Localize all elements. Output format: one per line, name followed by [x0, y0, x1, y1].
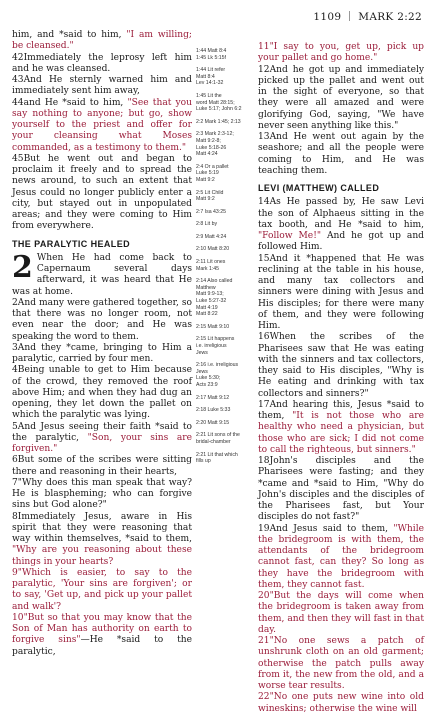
words-of-jesus-text: 10"But so that you may know that the Son of Man has authority on earth to forgive sins": [12, 612, 192, 646]
section-heading: LEVI (MATTHEW) CALLED: [258, 183, 380, 193]
verse-text: 44and He *said to him,: [12, 97, 128, 108]
verse-text: When He had come back to Capernaum several days afterward, it was heard that He was at home.: [12, 252, 192, 297]
cross-reference-note: 2:21 Lit sons of the bridal-chamber: [196, 432, 240, 445]
verse-paragraph: [258, 400, 424, 456]
cross-reference-note: 2:20 Matt 9:15: [196, 419, 230, 426]
verse-text: 43And He sternly warned him and immediately sent him away,: [12, 75, 192, 97]
verse-paragraph: [12, 512, 192, 568]
verse-paragraph: [258, 636, 424, 692]
cross-reference-note: 2:15 Lit happens i.e. irreligious Jews: [196, 336, 235, 356]
cross-reference-note: 1:45 Lit the word Matt 28:15; Luke 5:17; John 6:2: [196, 92, 242, 113]
verse-paragraph: [12, 75, 192, 98]
verse-paragraph: [258, 456, 424, 524]
verse-paragraph: [12, 613, 192, 658]
cross-reference-note: 2:21 Lit that which fills up: [196, 451, 238, 465]
right-text-column: [258, 42, 424, 715]
section-heading: THE PARALYTIC HEALED: [12, 238, 131, 249]
verse-paragraph: [12, 298, 192, 343]
words-of-jesus-text: 20"But the days will come when the bridegroom is taken away from them, and then they will fast in that day.: [258, 591, 424, 635]
verse-paragraph: [258, 692, 424, 715]
verse-text: 14As He passed by, He saw Levi the son of Alphaeus sitting in the tax booth, and He *said to him,: [258, 197, 424, 230]
verse-text: 7"Why does this man speak that way? He is blaspheming; who can forgive sins but God alone?": [12, 477, 192, 511]
words-of-jesus-text: 9"Which is easier, to say to the paralytic, 'Your sins are forgiven'; or to say, 'Get up, and pick up your pallet and walk'?: [12, 567, 192, 612]
cross-reference-note: 2:4 Or a pallet Luke 5:19 Matt 9:2: [196, 163, 229, 183]
chapter-number: 2: [12, 249, 33, 285]
cross-reference-note: 2:7 Isa 43:25: [196, 208, 226, 215]
cross-reference-note: 2:16 i.e. irreligious Jews Luke 5:30; Acts 23:9: [196, 362, 239, 388]
cross-reference-note: 2:8 Lit by: [196, 221, 218, 228]
verse-paragraph: [12, 249, 192, 298]
verse-paragraph: [258, 254, 424, 333]
words-of-jesus-text: "I am willing; be cleansed.": [12, 30, 192, 52]
cross-reference-note: 1:44 Lit refer Matt 8:4 Lev 14:1-32: [196, 67, 226, 87]
verse-paragraph: [258, 42, 424, 65]
cross-reference-note: 1:44 Matt 8:4 1:45 Lk 5:15f: [196, 48, 227, 61]
verse-paragraph: [12, 422, 192, 456]
verse-paragraph: [12, 365, 192, 421]
words-of-jesus-text: "While the bridegroom is with them, the attendants of the bridegroom cannot fast, can they? So long as they have the bridegroom with them, they cannot fast.: [258, 523, 424, 590]
verse-paragraph: [12, 53, 192, 76]
cross-reference-note: 2:2 Mark 1:45; 2:13: [196, 118, 241, 125]
cross-reference-note: 2:9 Matt 4:24: [196, 233, 227, 240]
verse-text: 18John's disciples and the Pharisees were fasting; and they *came and *said to Him, "Why do John's disciples and the disciples of the Pharisees fast, but Your disciples do not fast?": [258, 456, 424, 523]
cross-reference-note: 2:10 Matt 8:20: [196, 246, 230, 253]
cross-reference-note: 2:15 Matt 9:10: [196, 323, 230, 330]
verse-text: him, and: [12, 30, 60, 40]
header-divider: [349, 11, 350, 21]
verse-text: 3And they *came, bringing to Him a paralytic, carried by four men.: [12, 342, 192, 364]
verse-text: And he got up and followed Him.: [258, 231, 424, 253]
words-of-jesus-text: "It is not those who are healthy who need a physician, but those who are sick; I did not come to call the righteous, but sinners.": [258, 411, 424, 455]
verse-paragraph: [12, 343, 192, 366]
words-of-jesus-text: 22"No one puts new wine into old wineskins; otherwise the wine will: [258, 692, 424, 714]
words-of-jesus-text: "Follow Me!": [258, 231, 322, 241]
verse-text: 19And Jesus said to them,: [258, 523, 394, 534]
verse-text: 6But some of the scribes were sitting there and reasoning in their hearts,: [12, 455, 192, 477]
verse-text: 4Being unable to get to Him because of the crowd, they removed the roof above Him; and when they had dug an opening, they let down the pallet on which the paralytic was lying.: [12, 365, 192, 421]
verse-text: 45But he went out and began to proclaim it freely and to spread the news around, to such an extent that Jesus could no longer publicly enter a city, but stayed out in unpopulated areas; and they were coming to Him from everywhere.: [12, 153, 192, 232]
words-of-jesus-text: 21"No one sews a patch of unshrunk cloth on an old garment; otherwise the patch pulls away from it, the new from the old, and a worse tear results.: [258, 636, 424, 691]
running-header: [313, 11, 422, 23]
verse-paragraph: [12, 154, 192, 233]
verse-text: 42Immediately the leprosy left him and he was cleansed.: [12, 52, 192, 74]
words-of-jesus-text: "See that you say nothing to anyone; but go, show yourself to the priest and offer for your cleansing what Moses commanded, as a testimony to them.": [12, 97, 193, 153]
verse-paragraph: [258, 332, 424, 400]
words-of-jesus-text: "Son, your sins are forgiven.": [12, 432, 193, 454]
chapter-reference: MARK 2:22: [358, 11, 422, 23]
verse-text: 16When the scribes of the Pharisees saw that He was eating with the sinners and tax collectors, they said to His disciples, "Why is He eating and drinking with tax collectors and sinners?": [258, 332, 424, 399]
verse-text: 8Immediately Jesus, aware in His spirit that they were reasoning that way within themselves, *said to them,: [12, 511, 192, 544]
cross-reference-note: 2:11 Lit ones Mark 1:45: [196, 259, 226, 272]
verse-text: 12And he got up and immediately picked up the pallet and went out in the sight of everyone, so that they were all amazed and were glorifying God, saying, "We have never seen anything like this.": [258, 64, 424, 131]
cross-reference-note: 2:5 Lit Child Matt 9:2: [196, 189, 224, 203]
verse-paragraph: [258, 65, 424, 133]
cross-reference-note: 2:14 Also called Matthew Matt 9:9-13; Luke 5:27-32 Matt 4:19 Matt 8:22: [196, 278, 233, 318]
verse-text: —He *said to the paralytic,: [12, 635, 192, 657]
verse-paragraph: [12, 98, 192, 154]
cross-reference-note: 2:18 Luke 5:33: [196, 407, 231, 414]
left-text-column: [12, 30, 192, 658]
verse-paragraph: [258, 197, 424, 253]
words-of-jesus-text: 11"I say to you, get up, pick up your pallet and go home.": [258, 42, 424, 64]
verse-text: *said to him,: [59, 30, 127, 40]
verse-paragraph: [258, 524, 424, 592]
verse-text: 17And hearing this, Jesus *said to them,: [258, 399, 424, 421]
cross-reference-note: 2:17 Matt 9:12: [196, 394, 230, 401]
verse-paragraph: [12, 478, 192, 512]
verse-paragraph: [258, 132, 424, 177]
verse-text: 2And many were gathered together, so that there was no longer room, not even near the door; and He was speaking the word to them.: [12, 297, 192, 342]
verse-text: 15And it *happened that He was reclining at the table in his house, and many tax collectors and sinners were dining with Jesus and His disciples; for there were many of them, and they were following Him.: [258, 253, 424, 331]
verse-paragraph: [12, 30, 192, 53]
verse-text: 13And He went out again by the seashore; and all the people were coming to Him, and He was teaching them.: [258, 132, 424, 176]
verse-text: 5And Jesus seeing their faith *said to the paralytic,: [12, 421, 192, 443]
words-of-jesus-text: "Why are you reasoning about these things in your hearts?: [12, 545, 192, 567]
cross-reference-column: [196, 48, 252, 471]
page-number: 1109: [313, 11, 342, 23]
verse-paragraph: [12, 455, 192, 478]
cross-reference-note: 2:3 Mark 2:3-12; Matt 9:2-8; Luke 5:18-26 Matt 4:24: [196, 131, 234, 158]
verse-paragraph: [12, 568, 192, 613]
verse-paragraph: [258, 591, 424, 636]
